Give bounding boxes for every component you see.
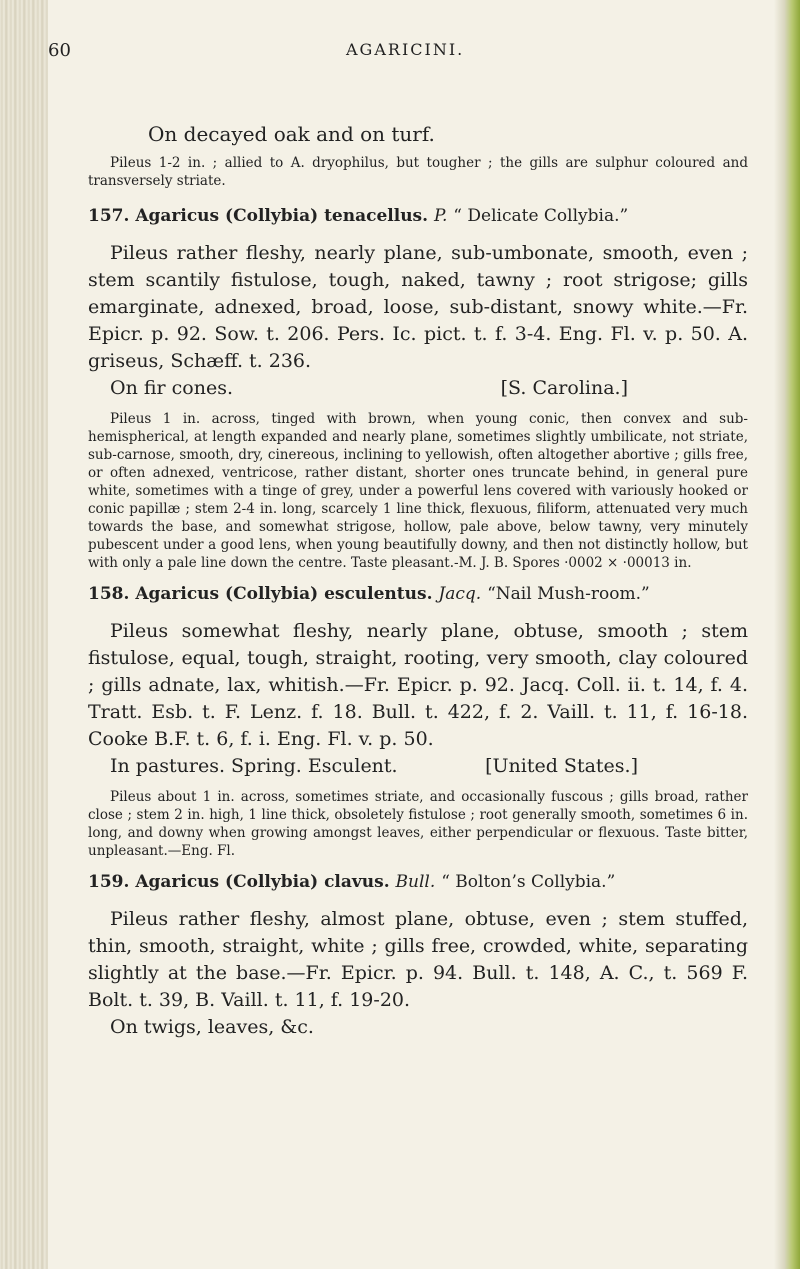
species-name: Agaricus (Collybia) clavus.: [135, 872, 390, 892]
entry-159-habitat-line: [110, 1014, 748, 1041]
region: [United States.]: [485, 755, 638, 777]
intro-location: On decayed oak and on turf.: [148, 122, 435, 146]
species-name: Agaricus (Collybia) tenacellus.: [135, 206, 429, 226]
entry-159-description: Pileus rather fleshy, almost plane, obtuse, even ; stem stuffed, thin, smooth, straight, white ; gills free, crowded, white, separating slightly at the base.—Fr. Epicr. p. 94. Bull. t. 148, A. C., t. 569 F. Bolt. t. 39, B. Vaill. t. 11, f. 19-20.: [88, 908, 748, 1011]
region: [S. Carolina.]: [500, 377, 628, 399]
entry-number: 157.: [88, 206, 130, 226]
entry-157-description: Pileus rather fleshy, nearly plane, sub-umbonate, smooth, even ; stem scantily fistulose, tough, naked, tawny ; root strigose; gills emarginate, adnexed, broad, loose, sub-distant, snowy white.—Fr. Epicr. p. 92. Sow. t. 206. Pers. Ic. pict. t. f. 3-4. Eng. Fl. v. p. 50. A. griseus, Schæff. t. 236.: [88, 242, 748, 372]
running-head: [48, 40, 748, 80]
authority: Jacq.: [438, 584, 482, 604]
common-name: “Nail Mush-room.”: [487, 584, 650, 604]
habitat: On fir cones.: [110, 377, 233, 399]
entry-158-note: Pileus about 1 in. across, sometimes striate, and occasionally fuscous ; gills broad, rather close ; stem 2 in. high, 1 line thick, obsoletely fistulose ; root generally smooth, sometimes 6 in. long, and downy when growing amongst leaves, either perpendicular or flexuous. Taste bitter, unpleasant.—Eng. Fl.: [88, 789, 748, 859]
species-name: Agaricus (Collybia) esculentus.: [135, 584, 433, 604]
entry-157-heading: [88, 206, 748, 226]
entry-157-note: Pileus 1 in. across, tinged with brown, when young conic, then convex and sub-hemispherical, at length expanded and nearly plane, sometimes slightly umbilicate, not striate, sub-carnose, smooth, dry, cinereous, inclining to yellowish, often altogether abortive ; gills free, or often adnexed, ventricose, rather distant, shorter ones truncate behind, in general pure white, sometimes with a tinge of grey, under a powerful lens covered with variously hooked or conic papillæ ; stem 2-4 in. long, scarcely 1 line thick, flexuous, filiform, attenuated very much towards the base, and somewhat strigose, hollow, pale above, below tawny, very minutely pubescent under a good lens, when young beautifully downy, and then not distinctly hollow, but with only a pale line down the centre. Taste pleasant.-M. J. B. Spores ·0002 × ·00013 in.: [88, 411, 748, 571]
book-page: [48, 40, 748, 1049]
running-title: AGARICINI.: [346, 40, 465, 59]
page-number: 60: [48, 40, 71, 61]
entry-number: 159.: [88, 872, 130, 892]
authority: Bull.: [395, 872, 436, 892]
page-edge: [774, 0, 800, 1269]
entry-157-habitat-line: [110, 375, 748, 402]
entry-158-habitat-line: [110, 753, 748, 780]
habitat: On twigs, leaves, &c.: [110, 1016, 314, 1038]
entry-number: 158.: [88, 584, 130, 604]
common-name: “ Bolton’s Collybia.”: [441, 872, 616, 892]
authority: P.: [433, 206, 448, 226]
book-gutter: [0, 0, 48, 1269]
intro-note: Pileus 1-2 in. ; allied to A. dryophilus, but tougher ; the gills are sulphur coloured and transversely striate.: [88, 155, 748, 189]
entry-159-heading: [88, 872, 748, 892]
habitat: In pastures. Spring. Esculent.: [110, 755, 398, 777]
entry-158-description: Pileus somewhat fleshy, nearly plane, obtuse, smooth ; stem fistulose, equal, tough, straight, rooting, very smooth, clay coloured ; gills adnate, lax, whitish.—Fr. Epicr. p. 92. Jacq. Coll. ii. t. 14, f. 4. Tratt. Esb. t. F. Lenz. f. 18. Bull. t. 422, f. 2. Vaill. t. 11, f. 16-18. Cooke B.F. t. 6, f. i. Eng. Fl. v. p. 50.: [88, 620, 748, 750]
common-name: “ Delicate Collybia.”: [453, 206, 629, 226]
entry-158-heading: [88, 584, 748, 604]
